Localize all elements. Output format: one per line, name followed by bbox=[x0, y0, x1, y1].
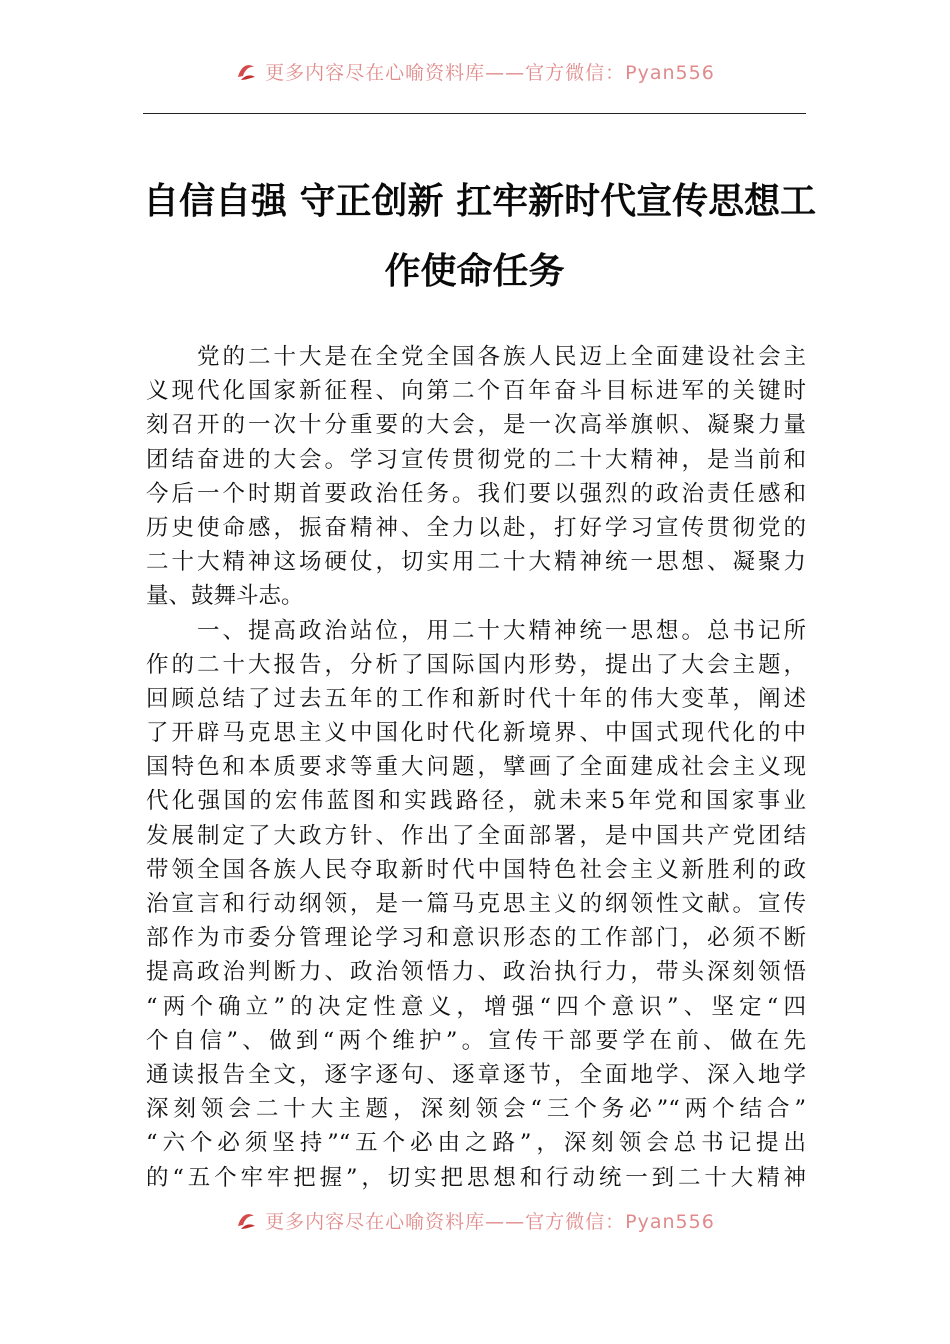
text-line: 发展制定了大政方针、作出了全面部署，是中国共产党团结 bbox=[146, 822, 806, 849]
text-line: 深刻领会二十大主题，深刻领会“三个务必”“两个结合” bbox=[146, 1096, 806, 1123]
text-line: 部作为市委分管理论学习和意识形态的工作部门，必须不断 bbox=[146, 925, 806, 952]
text-line: 党的二十大是在全党全国各族人民迈上全面建设社会主 bbox=[146, 344, 806, 370]
paragraph-section-one bbox=[146, 614, 806, 1195]
document-body bbox=[146, 340, 806, 1195]
document-title bbox=[143, 166, 817, 306]
text-line: 今后一个时期首要政治任务。我们要以强烈的政治责任感和 bbox=[146, 480, 806, 507]
text-line: 一、提高政治站位，用二十大精神统一思想。总书记所 bbox=[146, 617, 806, 644]
text-line: “六个必须坚持”“五个必由之路”，深刻领会总书记提出 bbox=[146, 1130, 806, 1157]
paragraph-intro bbox=[146, 340, 806, 614]
watermark-text: 更多内容尽在心喻资料库——官方微信：Pyan556 bbox=[265, 1211, 715, 1233]
watermark-footer bbox=[0, 1207, 950, 1234]
watermark-header bbox=[0, 58, 950, 85]
text-line: 的“五个牢牢把握”，切实把思想和行动统一到二十大精神 bbox=[146, 1164, 806, 1191]
text-line: 带领全国各族人民夺取新时代中国特色社会主义新胜利的政 bbox=[146, 856, 806, 883]
header-divider bbox=[143, 113, 806, 114]
text-line: 团结奋进的大会。学习宣传贯彻党的二十大精神，是当前和 bbox=[146, 446, 806, 473]
text-line: 治宣言和行动纲领，是一篇马克思主义的纲领性文献。宣传 bbox=[146, 891, 806, 917]
brand-logo-icon bbox=[235, 1210, 257, 1232]
title-line-1: 自信自强 守正创新 扛牢新时代宣传思想工 bbox=[143, 180, 817, 222]
brand-logo-icon bbox=[235, 61, 257, 83]
title-line-2: 作使命任务 bbox=[384, 250, 565, 292]
text-line: 通读报告全文，逐字逐句、逐章逐节，全面地学、深入地学 bbox=[146, 1061, 806, 1088]
text-line: 提高政治判断力、政治领悟力、政治执行力，带头深刻领悟 bbox=[146, 959, 806, 986]
text-line: 二十大精神这场硬仗，切实用二十大精神统一思想、凝聚力 bbox=[146, 549, 806, 576]
text-line: 回顾总结了过去五年的工作和新时代十年的伟大变革，阐述 bbox=[146, 685, 806, 712]
text-line: 作的二十大报告，分析了国际国内形势，提出了大会主题， bbox=[146, 651, 806, 678]
text-line: 国特色和本质要求等重大问题，擘画了全面建成社会主义现 bbox=[146, 754, 806, 781]
text-line: 义现代化国家新征程、向第二个百年奋斗目标进军的关键时 bbox=[146, 378, 806, 405]
watermark-text: 更多内容尽在心喻资料库——官方微信：Pyan556 bbox=[265, 62, 715, 84]
text-line: 量、鼓舞斗志。 bbox=[146, 583, 304, 610]
text-line: 个自信”、做到“两个维护”。宣传干部要学在前、做在先 bbox=[146, 1027, 806, 1054]
text-line: 代化强国的宏伟蓝图和实践路径，就未来5年党和国家事业 bbox=[146, 788, 806, 815]
text-line: 历史使命感，振奋精神、全力以赴，打好学习宣传贯彻党的 bbox=[146, 514, 806, 541]
text-line: 了开辟马克思主义中国化时代化新境界、中国式现代化的中 bbox=[146, 720, 806, 747]
text-line: 刻召开的一次十分重要的大会，是一次高举旗帜、凝聚力量 bbox=[146, 412, 806, 439]
text-line: “两个确立”的决定性意义，增强“四个意识”、坚定“四 bbox=[146, 993, 806, 1020]
